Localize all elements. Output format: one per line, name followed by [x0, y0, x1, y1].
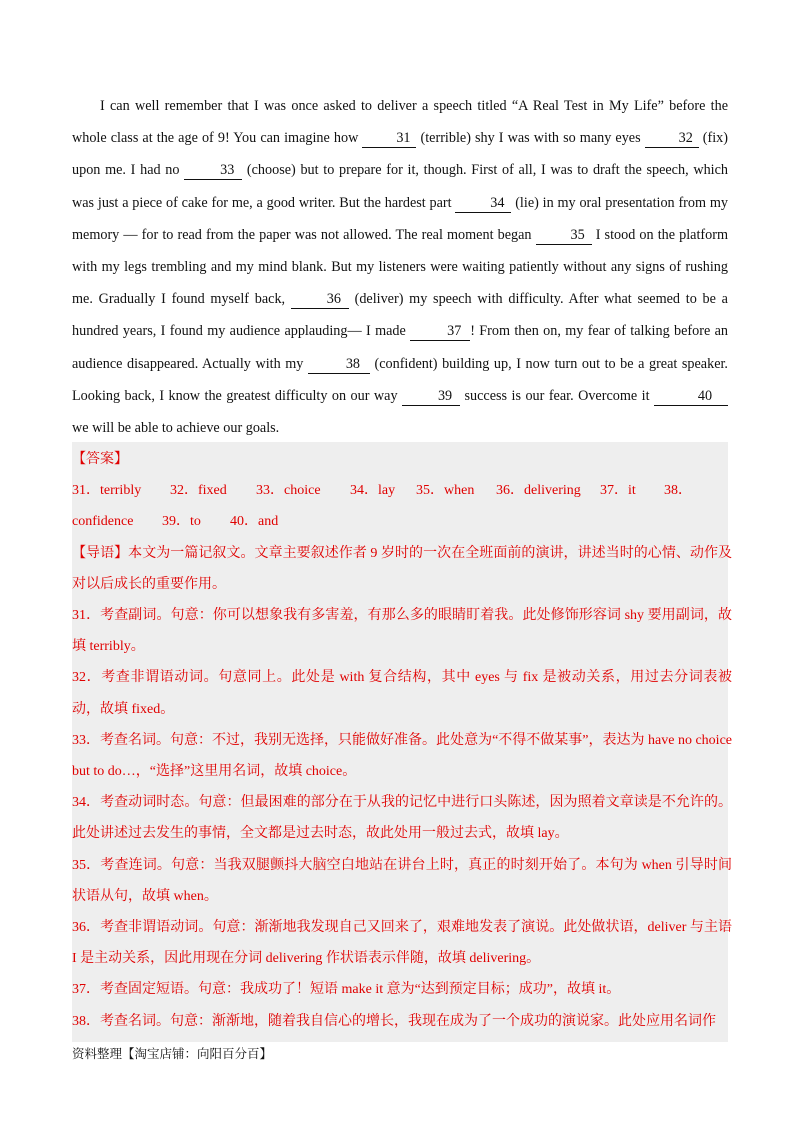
explanation-36: 36．考查非谓语动词。句意：渐渐地我发现自己又回来了，艰难地发表了演说。此处做状语，deliver 与主语 I 是主动关系，因此用现在分词 delivering 作状语表示伴随，故填 delivering。 [72, 920, 732, 967]
blank-32: 32 [645, 129, 699, 148]
passage-text: (fix) upon me. I had no [72, 130, 729, 179]
blank-31: 31 [362, 129, 416, 148]
answer-item: 36．delivering [496, 483, 581, 499]
passage-text: I stood on the platform with my legs trembling and my mind blank. But my listeners were waiting patiently without any signs of rushing me. Gradually I found myself back, [72, 226, 728, 308]
explanation-32: 32．考查非谓语动词。句意同上。此处是 with 复合结构，其中 eyes 与 fix 是被动关系，用过去分词表被动，故填 fixed。 [72, 670, 732, 717]
blank-36: 36 [291, 290, 349, 309]
blank-33: 33 [184, 161, 242, 180]
answer-item: 32．fixed [170, 483, 227, 499]
passage-text: success is our fear. Overcome it [460, 387, 654, 404]
passage-text: we will be able to achieve our goals. [72, 420, 280, 437]
answer-item: 35．when [416, 483, 475, 499]
blank-34: 34 [455, 194, 511, 213]
answer-item: 33．choice [256, 483, 321, 499]
blank-39: 39 [402, 387, 460, 406]
answer-item: 39．to [162, 514, 201, 530]
blank-38: 38 [308, 355, 370, 374]
explanation-35: 35．考查连词。句意：当我双腿颤抖大脑空白地站在讲台上时，真正的时刻开始了。本句为 when 引导时间状语从句，故填 when。 [72, 857, 732, 904]
blank-37: 37 [410, 322, 470, 341]
answer-section [72, 444, 732, 1037]
explanation-31: 31．考查副词。句意：你可以想象我有多害羞，有那么多的眼睛盯着我。此处修饰形容词 shy 要用副词，故填 terribly。 [72, 608, 732, 655]
explanation-34: 34．考查动词时态。句意：但最困难的部分在于从我的记忆中进行口头陈述，因为照着文章读是不允许的。此处讲述过去发生的事情，全文都是过去时态，故此处用一般过去式，故填 lay。 [72, 795, 732, 842]
footer-text: 资料整理【淘宝店铺：向阳百分百】 [72, 1046, 273, 1061]
guide-intro: 【导语】本文为一篇记叙文。文章主要叙述作者 9 岁时的一次在全班面前的演讲，讲述当时的心情、动作及对以后成长的重要作用。 [72, 545, 732, 592]
answer-item: 31．terribly [72, 483, 142, 499]
explanation-33: 33．考查名词。句意：不过，我别无选择，只能做好准备。此处意为“不得不做某事”，表达为 have no choice but to do…，“选择”这里用名词，故填 choice。 [72, 732, 732, 780]
answer-item: confidence [72, 514, 134, 530]
blank-40: 40 [654, 387, 728, 406]
passage-text: (deliver) my speech with difficulty. After what seemed to be a hundred years, I found my audience applauding— I made [72, 291, 728, 340]
answer-item: 37．it [600, 483, 636, 499]
explanation-38: 38．考查名词。句意：渐渐地，随着我自信心的增长，我现在成为了一个成功的演说家。此处应用名词作 [72, 1013, 716, 1029]
cloze-passage [72, 90, 728, 444]
answer-list [72, 475, 732, 506]
answer-item: 34．lay [350, 483, 396, 499]
answer-list-continued [72, 506, 732, 537]
answer-item: 40．and [230, 514, 279, 530]
passage-text: (terrible) shy I was with so many eyes [416, 130, 645, 147]
answer-heading: 【答案】 [72, 452, 128, 467]
passage-text: (choose) but to prepare for it, though. First of all, I was to draft the speech, which was just a piece of cake for me, a good writer. But the hardest part [72, 162, 728, 211]
passage-text: I can well remember that I was once asked to deliver a speech titled “A Real Test in My Life” before the whole class at the age of 9! You can imagine how [72, 98, 728, 147]
answer-item: 38． [664, 483, 692, 499]
blank-35: 35 [536, 226, 592, 245]
passage-text: (confident) building up, I now turn out to be a great speaker. Looking back, I know the greatest difficulty on our way [72, 355, 728, 404]
passage-section [72, 90, 728, 444]
explanation-37: 37．考查固定短语。句意：我成功了！短语 make it 意为“达到预定目标；成功”，故填 it。 [72, 982, 621, 998]
passage-text: ! From then on, my fear of talking before an audience disappeared. Actually with my [72, 323, 728, 372]
passage-text: (lie) in my oral presentation from my memory — for to read from the paper was not allowed. The real moment began [72, 194, 728, 243]
